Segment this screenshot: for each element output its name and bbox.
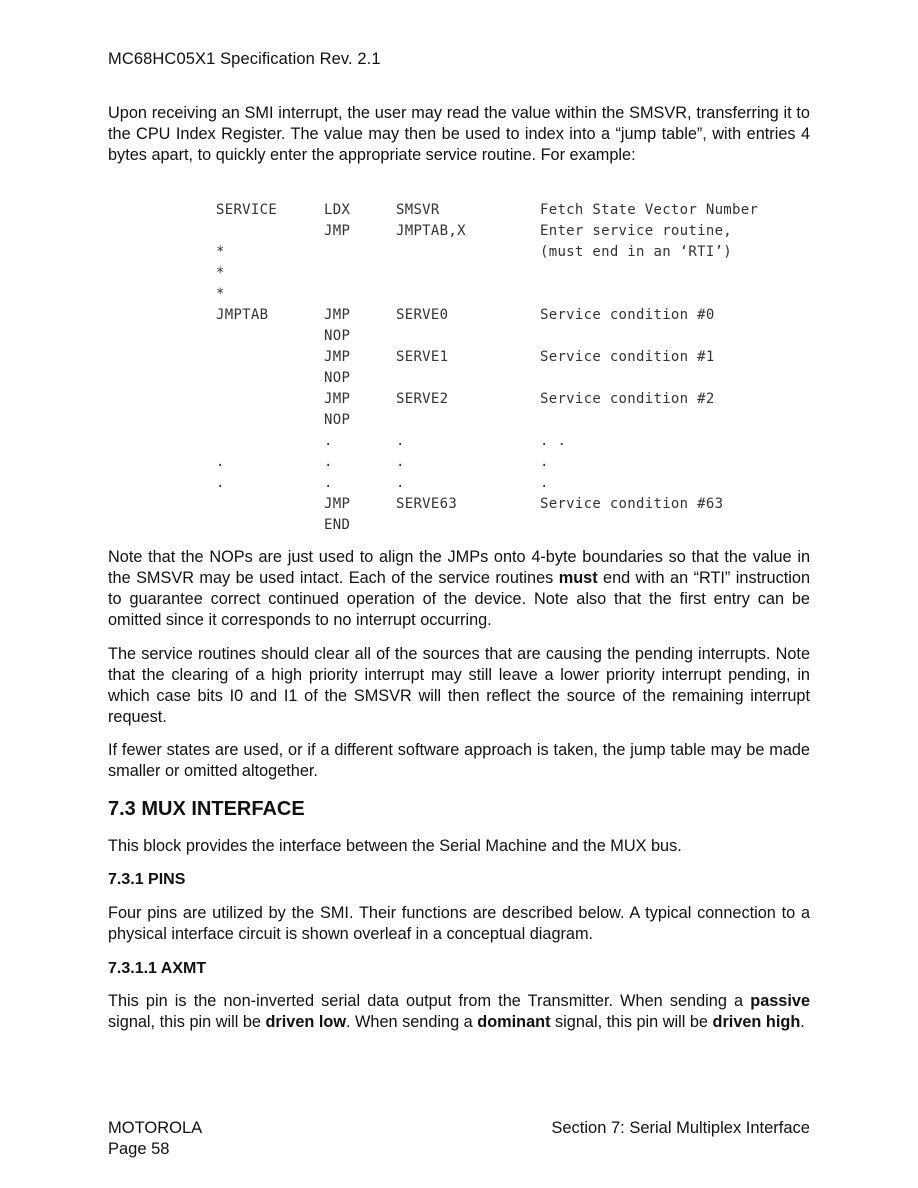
code-operand: SMSVR <box>396 202 440 218</box>
code-label: * <box>216 244 225 260</box>
text-run: end with an “RTI” instruction to guarantee correct continued operation of the device. Note also that the first entry can be omitted since it corresponds to no interrupt occurring. <box>108 569 810 629</box>
section-heading-mux-interface: 7.3 MUX INTERFACE <box>108 798 305 820</box>
intro-paragraph: Upon receiving an SMI interrupt, the user may read the value within the SMSVR, transferring it to the CPU Index Register. The value may then be used to index into a “jump table”, with entries 4 bytes apart, to quickly enter the appropriate service routine. For example: <box>108 104 810 164</box>
code-opcode: JMP <box>324 496 351 512</box>
code-comment: . <box>540 475 549 491</box>
code-label: . <box>216 454 225 470</box>
code-operand: . <box>396 433 405 449</box>
code-opcode: LDX <box>324 202 351 218</box>
code-operand: SERVE63 <box>396 496 458 512</box>
code-operand: JMPTAB,X <box>396 223 466 239</box>
code-comment: . . <box>540 433 567 449</box>
code-operand: SERVE1 <box>396 349 449 365</box>
fewer-states-paragraph: If fewer states are used, or if a different software approach is taken, the jump table may be made smaller or omitted altogether. <box>108 741 810 780</box>
text-run: This pin is the non-inverted serial data output from the Transmitter. When sending a <box>108 992 751 1010</box>
code-opcode: JMP <box>324 391 351 407</box>
code-operand: . <box>396 454 405 470</box>
axmt-paragraph <box>108 991 810 1033</box>
code-operand: . <box>396 475 405 491</box>
code-comment: Enter service routine, <box>540 223 733 239</box>
text-run: . When sending a <box>346 1013 478 1031</box>
code-opcode: JMP <box>324 223 351 239</box>
code-label: SERVICE <box>216 202 278 218</box>
code-comment: Fetch State Vector Number <box>540 202 759 218</box>
code-operand: SERVE2 <box>396 391 449 407</box>
code-comment: Service condition #1 <box>540 349 715 365</box>
nops-paragraph <box>108 547 810 631</box>
footer-company: MOTOROLA <box>108 1119 203 1137</box>
subsection-heading-axmt: 7.3.1.1 AXMT <box>108 960 207 977</box>
code-opcode: . <box>324 475 333 491</box>
code-label: * <box>216 286 225 302</box>
emphasis-driven-high: driven high <box>712 1013 801 1031</box>
code-comment: Service condition #0 <box>540 307 715 323</box>
mux-interface-paragraph: This block provides the interface between the Serial Machine and the MUX bus. <box>108 837 682 855</box>
code-opcode: END <box>324 517 351 533</box>
emphasis-passive: passive <box>750 992 810 1010</box>
text-run: . <box>800 1013 805 1031</box>
text-run: Note that the NOPs are just used to align the JMPs onto 4-byte boundaries so that the value in the SMSVR may be used intact. Each of the service routines <box>108 548 810 587</box>
code-label: JMPTAB <box>216 307 269 323</box>
code-label: * <box>216 265 225 281</box>
code-comment: Service condition #63 <box>540 496 724 512</box>
emphasis-must: must <box>558 569 598 587</box>
code-opcode: NOP <box>324 412 351 428</box>
code-comment: Service condition #2 <box>540 391 715 407</box>
emphasis-driven-low: driven low <box>265 1013 346 1031</box>
code-opcode: . <box>324 433 333 449</box>
text-run: signal, this pin will be <box>108 1013 266 1031</box>
code-comment: (must end in an ‘RTI’) <box>540 244 733 260</box>
emphasis-dominant: dominant <box>477 1013 551 1031</box>
code-opcode: JMP <box>324 307 351 323</box>
code-opcode: JMP <box>324 349 351 365</box>
page-header-title: MC68HC05X1 Specification Rev. 2.1 <box>108 50 381 68</box>
code-opcode: NOP <box>324 370 351 386</box>
code-opcode: . <box>324 454 333 470</box>
code-label: . <box>216 475 225 491</box>
code-operand: SERVE0 <box>396 307 449 323</box>
code-opcode: NOP <box>324 328 351 344</box>
subsection-heading-pins: 7.3.1 PINS <box>108 871 186 888</box>
clear-sources-paragraph: The service routines should clear all of the sources that are causing the pending interrupts. Note that the clearing of a high priority interrupt may still leave a lower priority interrupt pending, in which case bits I0 and I1 of the SMSVR will then reflect the source of the remaining interrupt request. <box>108 645 810 726</box>
text-run: signal, this pin will be <box>550 1013 713 1031</box>
code-comment: . <box>540 454 549 470</box>
footer-left <box>108 1118 202 1160</box>
footer-section-title: Section 7: Serial Multiplex Interface <box>551 1119 810 1137</box>
pins-paragraph: Four pins are utilized by the SMI. Their functions are described below. A typical connection to a physical interface circuit is shown overleaf in a conceptual diagram. <box>108 904 810 943</box>
footer-page-number: Page 58 <box>108 1140 170 1158</box>
